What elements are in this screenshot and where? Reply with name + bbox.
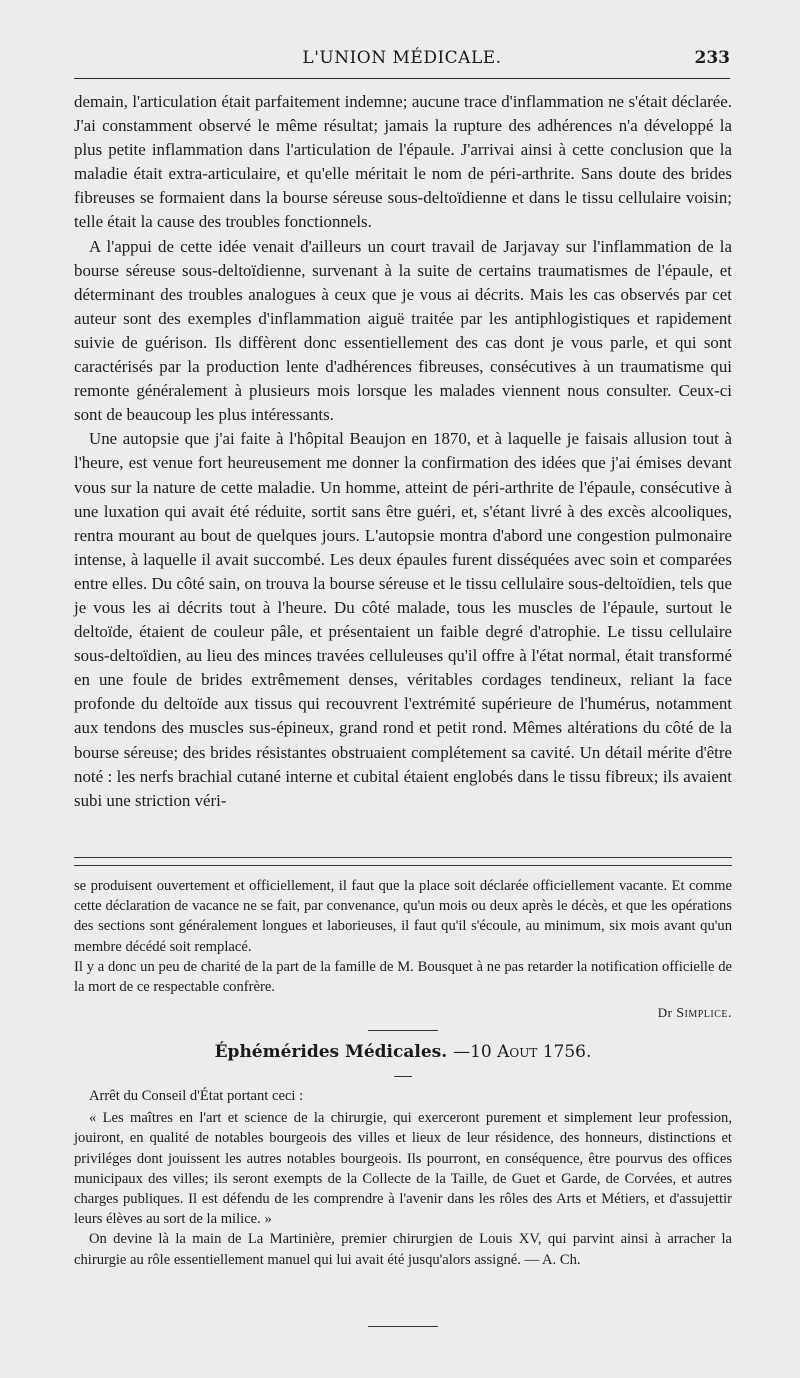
ephemerides-quote: « Les maîtres en l'art et science de la chirurgie, qui exerceront purement et simplement leur profession, jouiront, en qualité de notables bourgeois des villes et lieux de leur résidence, des honneurs, distinctions et priviléges dont jouissent les autres notables bourgeois. Ils pourront, en conséquence, être pourvus des offices municipaux des villes; ils seront exempts de la Collecte de la Taille, de Guet et Garde, de Corvées, et autres charges publiques. Il est défendu de les comprendre à l'avenir dans les rôles des Arts et Métiers, et d'assujettir leurs élèves au sort de la milice. »: [74, 1110, 732, 1228]
running-title: L'UNION MÉDICALE.: [302, 48, 502, 68]
page-number: 233: [694, 48, 730, 68]
ephemerides-comment: On devine là la main de La Martinière, premier chirurgien de Louis XV, qui parvint ainsi à arracher la chirurgie au rôle essentiellement manuel qui lui avait été jusqu'alors assigné. — A. Ch.: [74, 1231, 732, 1268]
paragraph: demain, l'articulation était parfaitement indemne; aucune trace d'inflammation ne s'était déclarée. J'ai constamment observé le même résultat; jamais la rupture des adhérences n'a développé la plus petite inflammation dans l'articulation de l'épaule. J'arrivai ainsi à cette conclusion que la maladie était extra-articulaire, et qu'elle méritait le nom de péri-arthrite. Sans doute des brides fibreuses se formaient dans la bourse séreuse sous-deltoïdienne et dans le tissu cellulaire voisin; telle était la cause des troubles fonctionnels.: [74, 92, 732, 232]
page-header: [74, 44, 730, 74]
section-date: —10 Aout 1756.: [453, 1042, 592, 1062]
header-rule: [74, 78, 730, 79]
footnote-paragraph: se produisent ouvertement et officiellement, il faut que la place soit déclarée officiellement vacante. Et comme cette déclaration de vacance ne se fait, par convenance, qu'un mois ou deux après le décès, et que les opérations des sections sont généralement longues et laborieuses, il faut qu'il s'écoule, au minimum, six mois avant qu'un membre décédé soit remplacé.: [74, 878, 732, 955]
signature-title: Dr: [657, 1005, 673, 1021]
signature: [74, 1003, 732, 1024]
closing-rule: [368, 1326, 438, 1327]
signature-name: Simplice.: [676, 1006, 732, 1022]
paragraph: A l'appui de cette idée venait d'ailleurs un court travail de Jarjavay sur l'inflammation de la bourse séreuse sous-deltoïdienne, survenant à la suite de certains traumatismes de l'épaule, et déterminant des troubles analogues à ceux que je vous ai décrits. Mais les cas observés par cet auteur sont des exemples d'inflammation aiguë traitée par les antiphlogistiques et rapidement suivie de guérison. Ils diffèrent donc essentiellement des cas dont je vous parle, et qui sont caractérisés par la production lente d'adhérences fibreuses, consécutives à un traumatisme qui remonte généralement à plusieurs mois lorsque les malades viennent nous consulter. Ceux-ci sont de beaucoup les plus intéressants.: [74, 236, 732, 425]
footnote-paragraph: Il y a donc un peu de charité de la part de la famille de M. Bousquet à ne pas retarder la notification officielle de la mort de ce respectable confrère.: [74, 958, 732, 996]
heading-dash: [394, 1076, 412, 1077]
footnote-separator: [74, 857, 732, 866]
section-title: Éphémérides Médicales.: [214, 1042, 448, 1062]
section-divider: [368, 1030, 438, 1031]
ephemerides-lead: Arrêt du Conseil d'État portant ceci :: [89, 1088, 304, 1104]
footnote: [74, 876, 732, 1024]
section-heading: [74, 1042, 732, 1062]
paragraph: Une autopsie que j'ai faite à l'hôpital Beaujon en 1870, et à laquelle je faisais allusion tout à l'heure, est venue fort heureusement me donner la confirmation des idées que j'ai émises devant vous sur la nature de cette maladie. Un homme, atteint de péri-arthrite de l'épaule, consécutive à une luxation qui avait été réduite, sortit sans être guéri, et, s'étant livré à des excès alcooliques, rentra mourant au bout de quelques jours. L'autopsie montra d'abord une congestion pulmonaire intense, à laquelle il avait succombé. Les deux épaules furent disséquées avec soin et comparées entre elles. Du côté sain, on trouva la bourse séreuse et le tissu cellulaire sous-deltoïdien, tels que je vous les ai décrits tout à l'heure. Du côté malade, tous les muscles de l'épaule, surtout le deltoïde, étaient de couleur pâle, et présentaient un faible degré d'atrophie. Le tissu cellulaire sous-deltoïdien, au lieu des minces travées celluleuses qu'il offre à l'état normal, était transformé en une foule de brides extrêmement denses, véritables cordages tendineux, reliant la face profonde du deltoïde aux tissus qui recouvrent l'extrémité supérieure de l'humérus, notamment aux tendons des muscles sus-épineux, grand rond et petit rond. Mêmes altérations du côté de la bourse séreuse; des brides résistantes obstruaient complétement sa cavité. Un détail mérite d'être noté : les nerfs brachial cutané interne et cubital étaient englobés dans le tissu fibreux; ils avaient subi une striction véri-: [74, 429, 732, 810]
main-text: [74, 90, 732, 813]
ephemerides-text: [74, 1086, 732, 1270]
